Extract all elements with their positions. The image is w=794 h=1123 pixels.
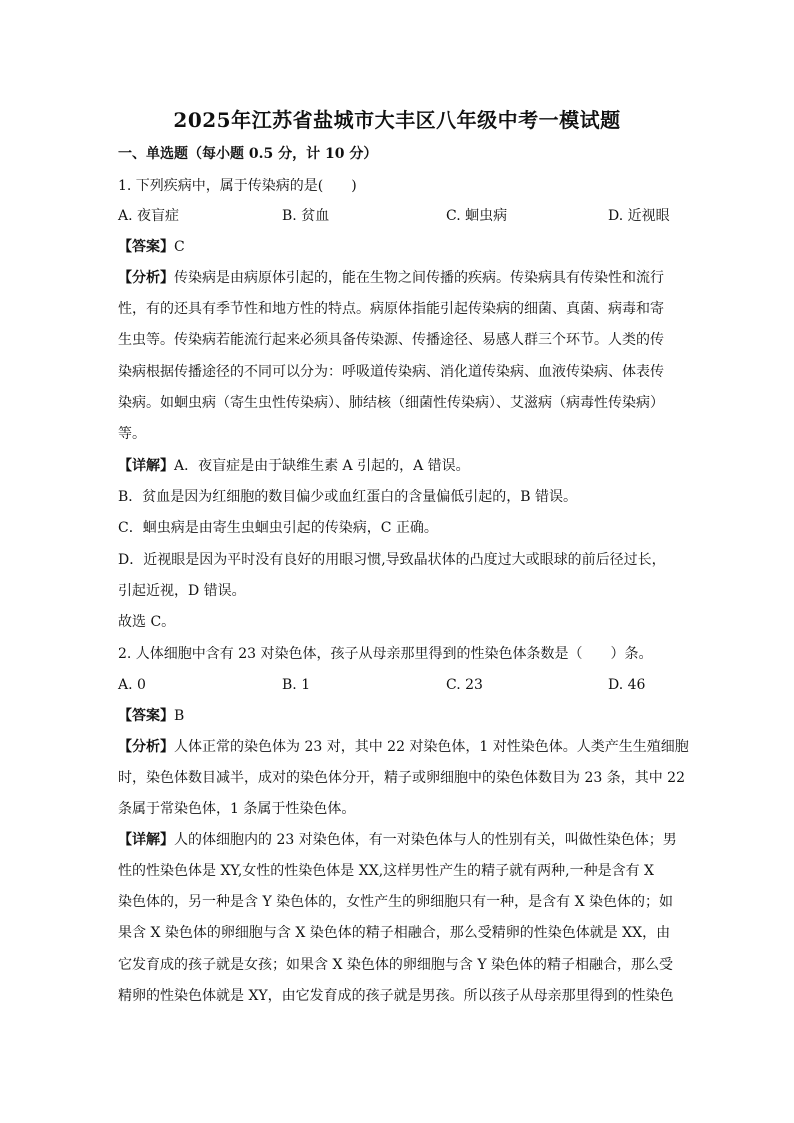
- analysis-tag: 【分析】: [118, 739, 174, 755]
- analysis-text: 传染病是由病原体引起的，能在生物之间传播的疾病。传染病具有传染性和流行: [174, 270, 664, 286]
- q2-option-c: C. 23: [446, 677, 483, 693]
- q1-answer: [118, 237, 674, 257]
- detail-tag: 【详解】: [118, 458, 174, 474]
- q1-analysis-line: 性，有的还具有季节性和地方性的特点。病原体指能引起传染病的细菌、真菌、病毒和寄: [118, 301, 664, 317]
- q1-analysis-line: [118, 268, 674, 288]
- analysis-tag: 【分析】: [118, 270, 174, 286]
- q2-detail-line: 染色体的，另一种是含 Y 染色体的，女性产生的卵细胞只有一种，是含有 X 染色体的；如: [118, 894, 674, 910]
- q2-answer: [118, 706, 674, 726]
- q1-option-a: A. 夜盲症: [118, 208, 180, 224]
- detail-tag: 【详解】: [118, 832, 174, 848]
- q2-analysis-line: [118, 737, 689, 757]
- detail-text: A．夜盲症是由于缺维生素 A 引起的，A 错误。: [174, 458, 470, 474]
- q1-detail-line: B．贫血是因为红细胞的数目偏少或血红蛋白的含量偏低引起的，B 错误。: [118, 489, 578, 505]
- q1-detail-line: C．蛔虫病是由寄生虫蛔虫引起的传染病，C 正确。: [118, 520, 438, 536]
- analysis-text: 人体正常的染色体为 23 对，其中 22 对染色体，1 对性染色体。人类产生生殖细胞: [174, 739, 689, 755]
- q2-detail-line: 精卵的性染色体就是 XY，由它发育成的孩子就是男孩。所以孩子从母亲那里得到的性染色: [118, 988, 674, 1004]
- q1-analysis-line: 生虫等。传染病若能流行起来必须具备传染源、传播途径、易感人群三个环节。人类的传: [118, 332, 664, 348]
- q2-detail-line: 性的性染色体是 XY,女性的性染色体是 XX,这样男性产生的精子就有两种,一种是含有 X: [118, 863, 655, 879]
- q2-option-d: D. 46: [608, 677, 646, 693]
- q1-option-c: C. 蛔虫病: [446, 208, 508, 224]
- q2-detail-line: 它发育成的孩子就是女孩；如果含 X 染色体的卵细胞与含 Y 染色体的精子相融合，那么受: [118, 957, 674, 973]
- answer-value: C: [174, 239, 185, 255]
- q2-detail-line: [118, 830, 677, 850]
- q1-analysis-line: 等。: [118, 426, 146, 442]
- q1-option-b: B. 贫血: [282, 208, 330, 224]
- detail-text: 人的体细胞内的 23 对染色体，有一对染色体与人的性别有关，叫做性染色体；男: [174, 832, 677, 848]
- answer-tag: 【答案】: [118, 239, 174, 255]
- q1-analysis-line: 染病。如蛔虫病（寄生虫性传染病）、肺结核（细菌性传染病）、艾滋病（病毒性传染病）: [118, 395, 664, 411]
- q2-option-b: B. 1: [282, 677, 311, 693]
- q2-analysis-line: 条属于常染色体，1 条属于性染色体。: [118, 801, 356, 817]
- section-heading: 一、单选题（每小题 0.5 分，计 10 分）: [118, 146, 378, 162]
- q1-detail-line: D．近视眼是因为平时没有良好的用眼习惯,导致晶状体的凸度过大或眼球的前后径过长，: [118, 552, 666, 568]
- question-2-stem: 2. 人体细胞中含有 23 对染色体，孩子从母亲那里得到的性染色体条数是（ ）条。: [118, 646, 653, 662]
- q2-analysis-line: 时，染色体数目减半，成对的染色体分开，精子或卵细胞中的染色体数目为 23 条，其中 22: [118, 770, 685, 786]
- answer-value: B: [174, 708, 185, 724]
- answer-tag: 【答案】: [118, 708, 174, 724]
- q2-detail-line: 果含 X 染色体的卵细胞与含 X 染色体的精子相融合，那么受精卵的性染色体就是 XX，由: [118, 925, 671, 941]
- q1-detail-line: 故选 C。: [118, 614, 176, 630]
- q1-detail-line: [118, 456, 674, 476]
- q2-option-a: A. 0: [118, 677, 146, 693]
- q1-analysis-line: 染病根据传播途径的不同可以分为：呼吸道传染病、消化道传染病、血液传染病、体表传: [118, 364, 664, 380]
- page-title: 2025年江苏省盐城市大丰区八年级中考一模试题: [173, 108, 621, 132]
- question-1-stem: 1. 下列疾病中，属于传染病的是( ): [118, 178, 357, 194]
- q1-option-d: D. 近视眼: [608, 208, 670, 224]
- q1-detail-line: 引起近视，D 错误。: [118, 583, 246, 599]
